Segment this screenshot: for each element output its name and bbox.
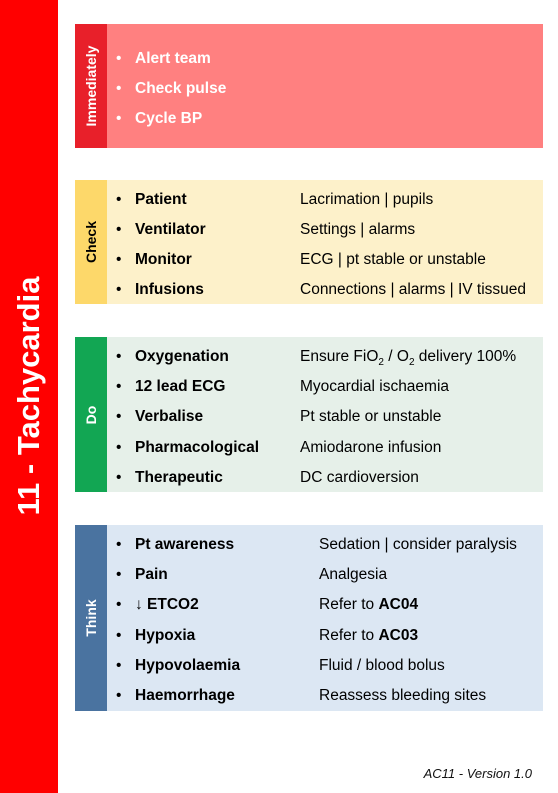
section-immediately <box>75 24 543 148</box>
bullet-icon: • <box>116 687 122 704</box>
list-item <box>107 104 543 134</box>
bullet-icon: • <box>116 408 122 425</box>
item-detail: Myocardial ischaemia <box>300 378 450 395</box>
list-item <box>107 463 543 493</box>
bullet-icon: • <box>116 80 122 97</box>
item-label: ↓ ETCO2 <box>135 596 199 613</box>
list-item <box>107 433 543 463</box>
list-item <box>107 530 543 560</box>
item-detail <box>319 621 418 651</box>
item-label: Hypoxia <box>135 627 196 644</box>
item-label: Ventilator <box>135 221 206 238</box>
item-detail-text: Refer to <box>319 596 375 613</box>
bullet-icon: • <box>116 281 122 298</box>
item-detail: Analgesia <box>319 566 388 583</box>
list-item <box>107 44 543 74</box>
item-detail-text: Refer to <box>319 627 375 644</box>
item-label: Infusions <box>135 281 204 298</box>
bullet-icon: • <box>116 221 122 238</box>
bullet-icon: • <box>116 469 122 486</box>
section-do <box>75 337 543 492</box>
item-detail: Connections | alarms | IV tissued <box>300 281 527 298</box>
list-item <box>107 681 543 711</box>
item-label: Check pulse <box>135 80 227 97</box>
list-item <box>107 372 543 402</box>
bullet-icon: • <box>116 566 122 583</box>
immediately-label: Immediately <box>83 45 99 127</box>
bullet-icon: • <box>116 596 122 613</box>
reference-code: AC03 <box>378 627 419 644</box>
page-title: 11 - Tachycardia <box>11 276 46 516</box>
list-item <box>107 621 543 651</box>
bullet-icon: • <box>116 50 122 67</box>
immediately-body <box>107 24 543 148</box>
bullet-icon: • <box>116 110 122 127</box>
bullet-icon: • <box>116 348 122 365</box>
think-tab <box>75 525 107 711</box>
do-tab <box>75 337 107 492</box>
item-label: Hypovolaemia <box>135 657 241 674</box>
check-body <box>107 180 543 304</box>
item-detail: Reassess bleeding sites <box>319 687 487 704</box>
item-label: Alert team <box>135 50 211 67</box>
item-detail: Fluid / blood bolus <box>319 657 445 674</box>
item-label: Pharmacological <box>135 439 260 456</box>
bullet-icon: • <box>116 191 122 208</box>
item-label: Oxygenation <box>135 348 229 365</box>
item-label: Pt awareness <box>135 536 235 553</box>
sidebar <box>0 0 58 793</box>
item-label: Pain <box>135 566 168 583</box>
list-item <box>107 560 543 590</box>
item-label: Patient <box>135 191 187 208</box>
item-detail: Amiodarone infusion <box>300 439 442 456</box>
item-label: Therapeutic <box>135 469 223 486</box>
think-body <box>107 525 543 711</box>
bullet-icon: • <box>116 378 122 395</box>
list-item <box>107 590 543 620</box>
item-label: 12 lead ECG <box>135 378 226 395</box>
list-item <box>107 402 543 432</box>
reference-code: AC04 <box>378 596 419 613</box>
check-label: Check <box>83 220 99 264</box>
item-label: Haemorrhage <box>135 687 235 704</box>
list-item <box>107 651 543 681</box>
do-body <box>107 337 543 492</box>
item-detail: Sedation | consider paralysis <box>319 536 517 553</box>
version-footer: AC11 - Version 1.0 <box>423 766 532 781</box>
item-detail: ECG | pt stable or unstable <box>300 251 486 268</box>
list-item <box>107 245 543 275</box>
item-label: Verbalise <box>135 408 204 425</box>
list-item <box>107 185 543 215</box>
think-label: Think <box>83 599 99 637</box>
section-think <box>75 525 543 711</box>
item-label: Monitor <box>135 251 192 268</box>
immediately-tab <box>75 24 107 148</box>
bullet-icon: • <box>116 439 122 456</box>
bullet-icon: • <box>116 251 122 268</box>
item-detail <box>319 590 418 620</box>
bullet-icon: • <box>116 627 122 644</box>
list-item <box>107 275 543 305</box>
list-item <box>107 74 543 104</box>
section-check <box>75 180 543 304</box>
list-item <box>107 342 543 372</box>
item-detail: Settings | alarms <box>300 221 416 238</box>
bullet-icon: • <box>116 657 122 674</box>
list-item <box>107 215 543 245</box>
do-label: Do <box>83 405 99 424</box>
check-tab <box>75 180 107 304</box>
item-detail: DC cardioversion <box>300 469 419 486</box>
bullet-icon: • <box>116 536 122 553</box>
item-detail: Lacrimation | pupils <box>300 191 434 208</box>
item-detail: Pt stable or unstable <box>300 408 442 425</box>
item-detail: Ensure $FiO_2 / O_2$ delivery 100% <box>300 348 517 369</box>
item-label: Cycle BP <box>135 110 203 127</box>
